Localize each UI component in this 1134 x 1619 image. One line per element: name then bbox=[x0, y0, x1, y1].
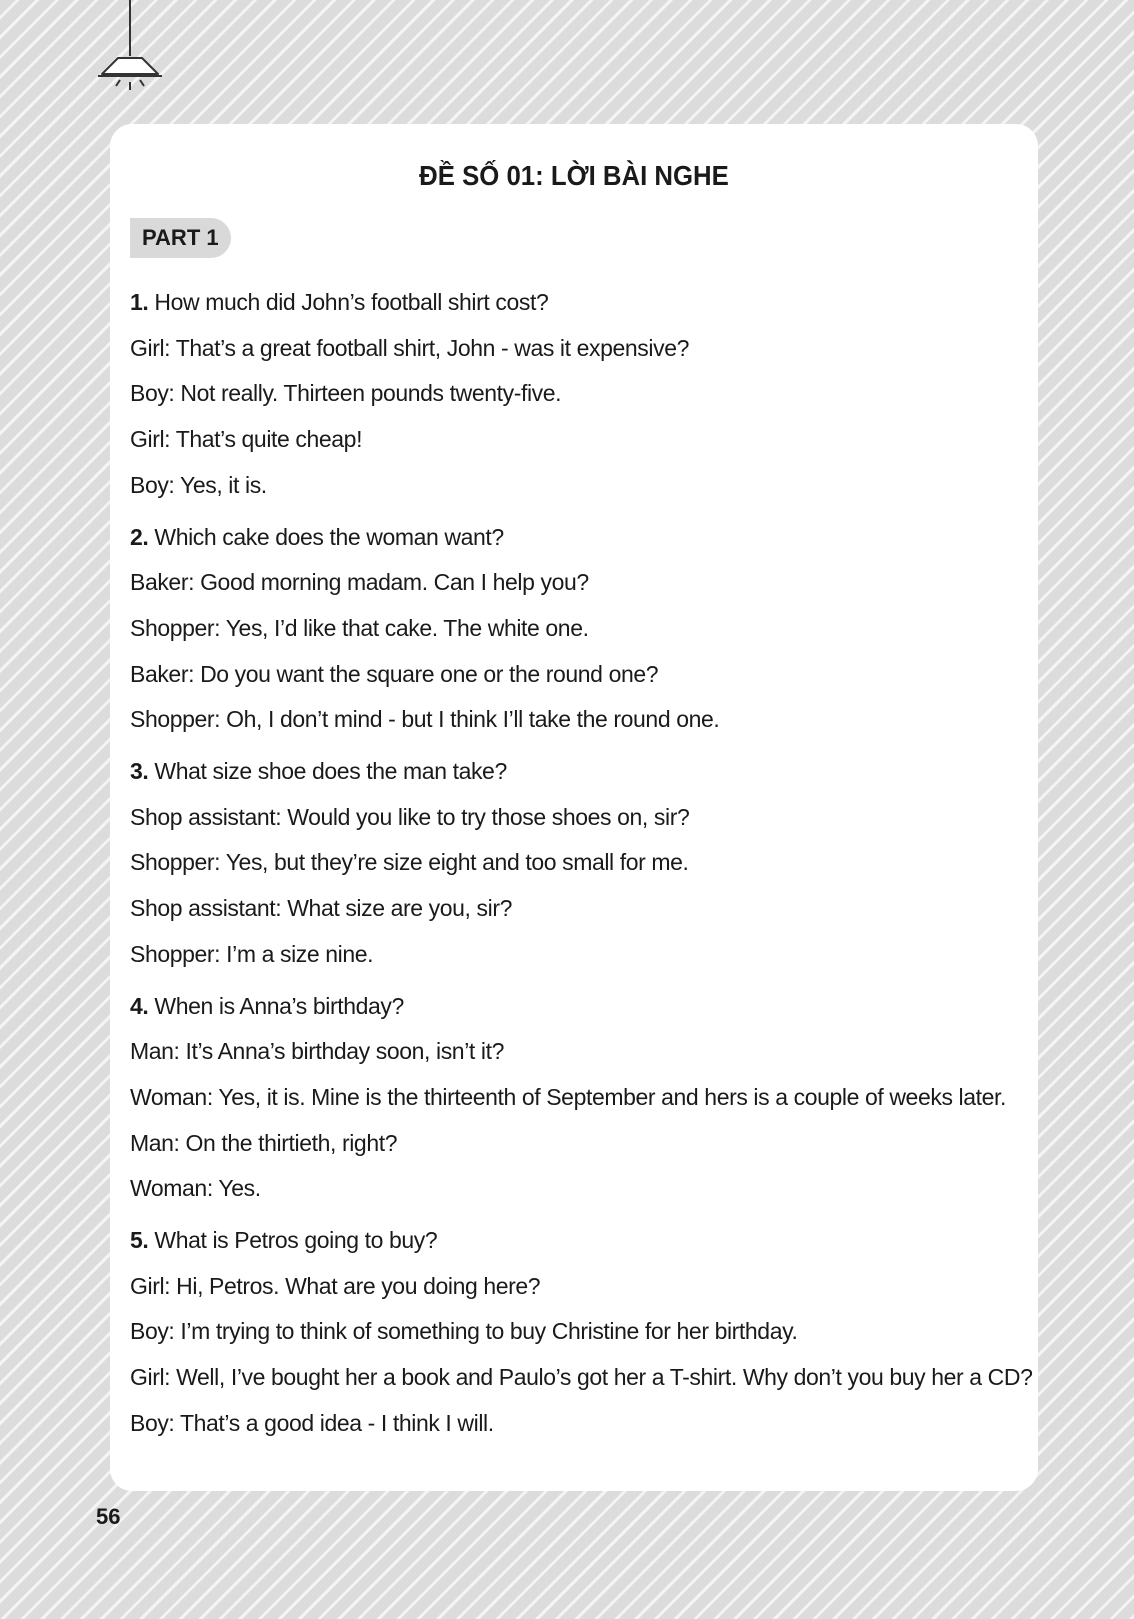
question-text: What size shoe does the man take? bbox=[154, 758, 507, 785]
hanging-lamp-icon bbox=[96, 0, 166, 100]
dialogue-line: Shopper: Yes, but they’re size eight and too small for me. bbox=[130, 849, 689, 876]
page-title: ĐỀ SỐ 01: LỜI BÀI NGHE bbox=[419, 160, 729, 191]
dialogue-line: Boy: Yes, it is. bbox=[130, 471, 267, 498]
part-badge: PART 1 bbox=[130, 218, 231, 258]
dialogue-line: Shop assistant: What size are you, sir? bbox=[130, 895, 512, 922]
question-heading bbox=[130, 280, 1018, 326]
question-text: Which cake does the woman want? bbox=[154, 523, 504, 550]
dialogue-line: Shopper: I’m a size nine. bbox=[130, 940, 374, 967]
question-heading bbox=[130, 1218, 1018, 1264]
questions-list bbox=[130, 280, 1033, 1447]
dialogue-line: Girl: That’s quite cheap! bbox=[130, 426, 363, 453]
question-text: What is Petros going to buy? bbox=[154, 1227, 438, 1254]
dialogue-line: Boy: I’m trying to think of something to buy Christine for her birthday. bbox=[130, 1318, 798, 1345]
question-heading bbox=[130, 515, 1018, 561]
question-block bbox=[130, 984, 1018, 1213]
dialogue-line: Man: On the thirtieth, right? bbox=[130, 1129, 398, 1156]
dialogue-line: Woman: Yes, it is. Mine is the thirteenth of September and hers is a couple of weeks later. bbox=[130, 1083, 1006, 1110]
transcript-card bbox=[110, 124, 1038, 1491]
dialogue-line: Shopper: Oh, I don’t mind - but I think I’ll take the round one. bbox=[130, 706, 720, 733]
question-block bbox=[130, 280, 1018, 509]
question-heading bbox=[130, 749, 1018, 795]
dialogue-line: Boy: Not really. Thirteen pounds twenty-five. bbox=[130, 380, 562, 407]
question-heading bbox=[130, 984, 1018, 1030]
dialogue-line: Girl: Hi, Petros. What are you doing here? bbox=[130, 1272, 541, 1299]
dialogue-line: Boy: That’s a good idea - I think I will. bbox=[130, 1409, 494, 1436]
question-text: When is Anna’s birthday? bbox=[154, 992, 404, 1019]
question-block bbox=[130, 515, 1018, 744]
dialogue-line: Girl: Well, I’ve bought her a book and Paulo’s got her a T-shirt. Why don’t you buy her a CD? bbox=[130, 1364, 1033, 1391]
question-block bbox=[130, 749, 1018, 978]
question-number: 5. bbox=[130, 1227, 149, 1254]
dialogue-line: Shop assistant: Would you like to try those shoes on, sir? bbox=[130, 803, 690, 830]
question-number: 1. bbox=[130, 289, 149, 315]
question-number: 3. bbox=[130, 758, 149, 785]
dialogue-line: Shopper: Yes, I’d like that cake. The white one. bbox=[130, 614, 589, 641]
dialogue-line: Girl: That’s a great football shirt, John - was it expensive? bbox=[130, 334, 689, 361]
question-number: 4. bbox=[130, 992, 149, 1019]
page-number: 56 bbox=[96, 1504, 121, 1529]
dialogue-line: Baker: Good morning madam. Can I help you? bbox=[130, 569, 589, 596]
dialogue-line: Woman: Yes. bbox=[130, 1175, 261, 1202]
question-block bbox=[130, 1218, 1033, 1447]
dialogue-line: Baker: Do you want the square one or the round one? bbox=[130, 660, 659, 687]
question-number: 2. bbox=[130, 523, 149, 550]
dialogue-line: Man: It’s Anna’s birthday soon, isn’t it? bbox=[130, 1038, 504, 1065]
question-text: How much did John’s football shirt cost? bbox=[154, 289, 549, 315]
